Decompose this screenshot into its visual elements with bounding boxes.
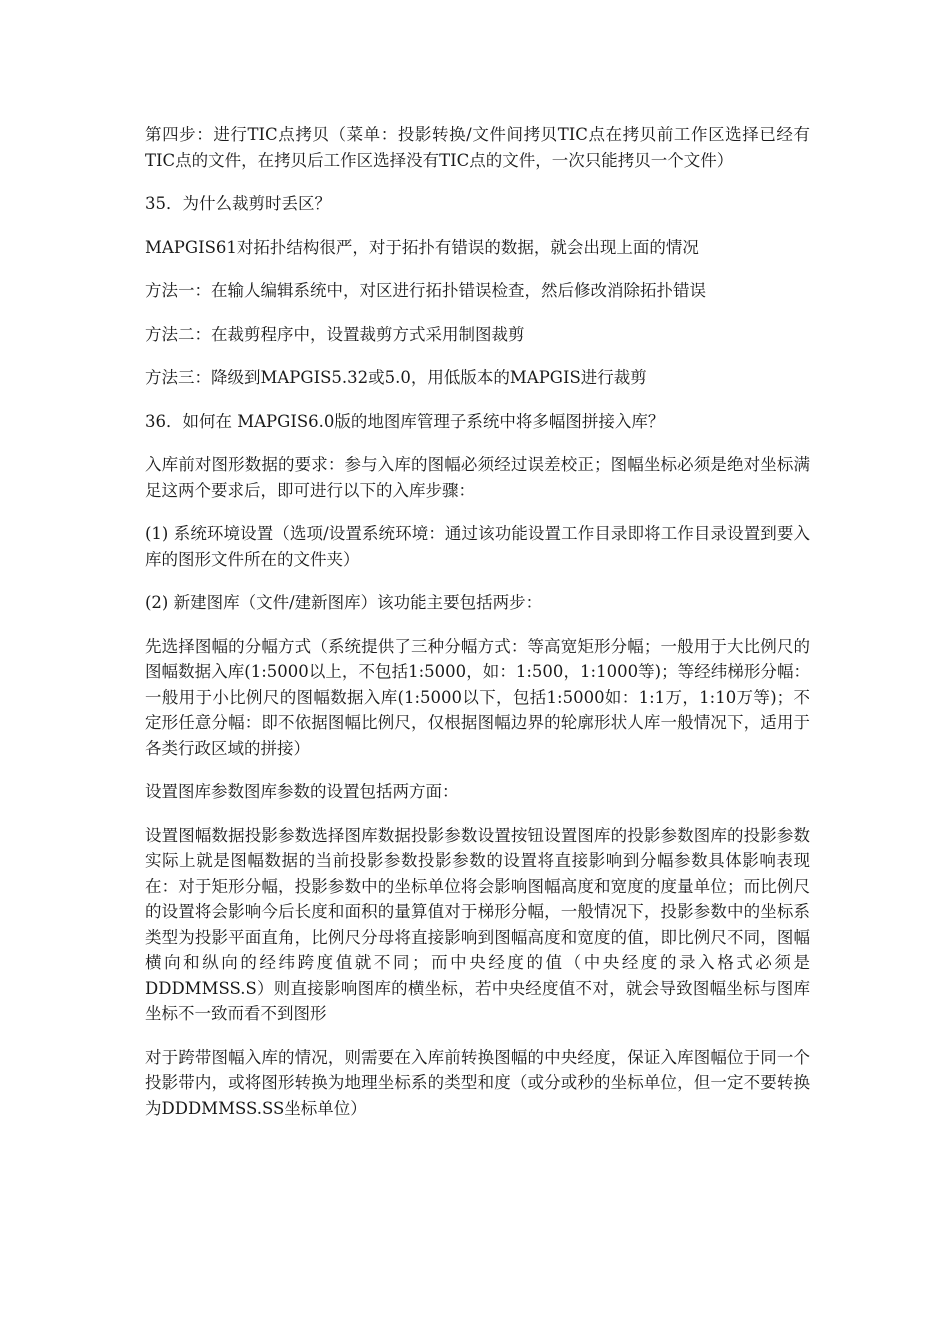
- method-one-paragraph: 方法一：在输人编辑系统中，对区进行拓扑错误检查，然后修改消除拓扑错误: [145, 281, 706, 300]
- projection-parameters-paragraph: 设置图幅数据投影参数选择图库数据投影参数设置按钮设置图库的投影参数图库的投影参数实际上就是图幅数据的当前投影参数投影参数的设置将直接影响到分幅参数具体影响表现在：对于矩形分幅，投影参数中的坐标单位将会影响图幅高度和宽度的度量单位；而比例尺的设置将会影响今后长度和面积的量算值对于梯形分幅，一般情况下，投影参数中的坐标系类型为投影平面直角，比例尺分母将直接影响到图幅高度和宽度的值，即比例尺不同，图幅横向和纵向的经纬跨度值就不同；而中央经度的值（中央经度的录入格式必须是DDDMMSS.S）则直接影响图库的横坐标，若中央经度值不对，就会导致图幅坐标与图库坐标不一致而看不到图形: [145, 825, 810, 1023]
- step-1-system-environment: (1) 系统环境设置（选项/设置系统环境：通过该功能设置工作目录即将工作目录设置到要入库的图形文件所在的文件夹）: [145, 524, 810, 569]
- mapgis61-topology-paragraph: MAPGIS61对拓扑结构很严，对于拓扑有错误的数据，就会出现上面的情况: [145, 237, 699, 257]
- cross-zone-paragraph: 对于跨带图幅入库的情况，则需要在入库前转换图幅的中央经度，保证入库图幅位于同一个投影带内，或将图形转换为地理坐标系的类型和度（或分或秒的坐标单位，但一定不要转换为DDDMMSS.SS坐标单位）: [145, 1047, 810, 1118]
- method-three-paragraph: 方法三：降级到MAPGIS5.32或5.0，用低版本的MAPGIS进行裁剪: [145, 368, 647, 387]
- library-parameters-heading: 设置图库参数图库参数的设置包括两方面：: [145, 782, 459, 801]
- question-36-heading: 36．如何在 MAPGIS6.0版的地图库管理子系统中将多幅图拼接入库？: [145, 411, 665, 431]
- step-2-new-library: (2) 新建图库（文件/建新图库）该功能主要包括两步：: [145, 593, 543, 612]
- data-requirements-paragraph: 入库前对图形数据的要求：参与入库的图幅必须经过误差校正；图幅坐标必须是绝对坐标满足这两个要求后，即可进行以下的入库步骤：: [145, 455, 810, 500]
- method-two-paragraph: 方法二：在裁剪程序中，设置裁剪方式采用制图裁剪: [145, 324, 525, 344]
- step-four-paragraph: 第四步：进行TIC点拷贝（菜单：投影转换/文件间拷贝TIC点在拷贝前工作区选择已经有TIC点的文件，在拷贝后工作区选择没有TIC点的文件，一次只能拷贝一个文件）: [145, 125, 810, 170]
- document-page: [145, 122, 810, 1139]
- question-35-heading: 35．为什么裁剪时丢区？: [145, 194, 331, 213]
- sheet-division-paragraph: 先选择图幅的分幅方式（系统提供了三种分幅方式：等高宽矩形分幅；一般用于大比例尺的图幅数据入库(1:5000以上，不包括1:5000，如：1:500，1:1000等)；等经纬梯形分幅：一般用于小比例尺的图幅数据入库(1:5000以下，包括1:5000如：1:1万，1:10万等)；不定形任意分幅：即不依据图幅比例尺，仅根据图幅边界的轮廓形状人库一般情况下，适用于各类行政区域的拼接）: [145, 636, 810, 758]
